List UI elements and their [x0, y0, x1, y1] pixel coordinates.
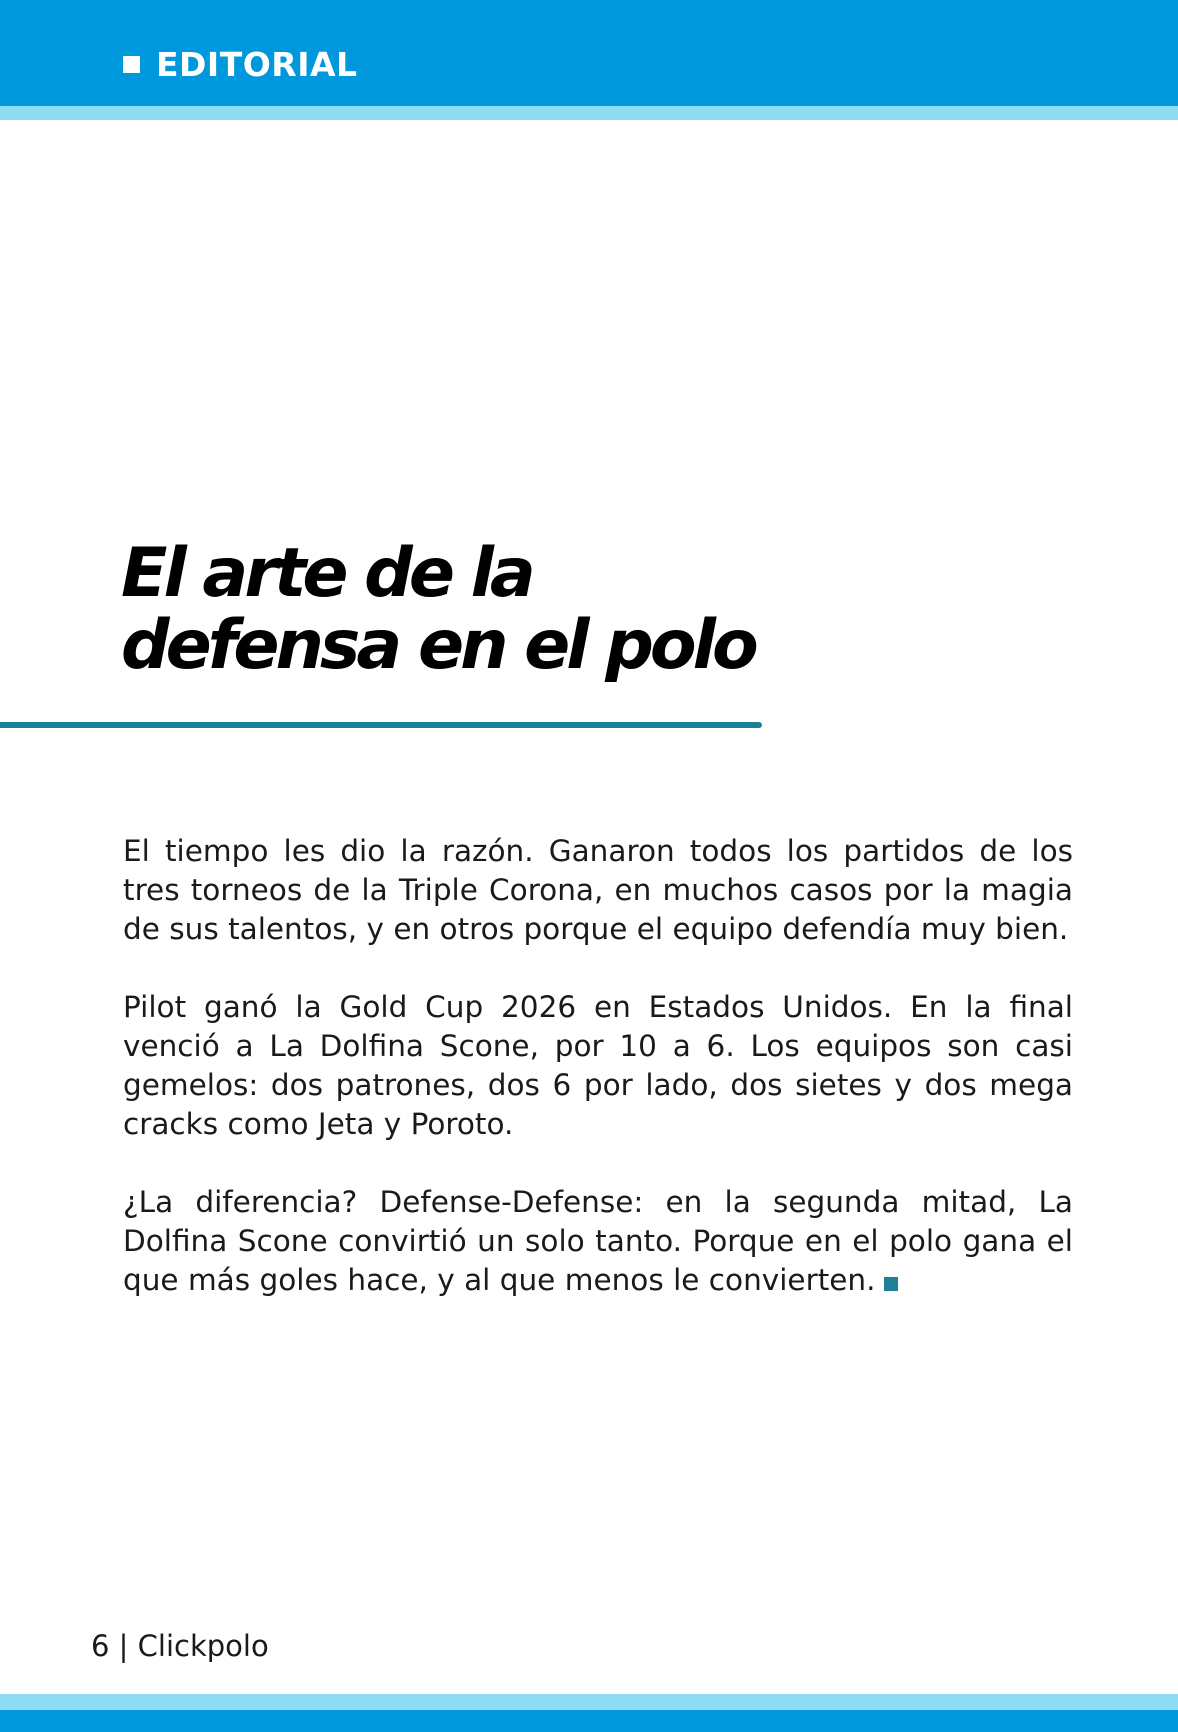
section-square-icon [123, 56, 140, 73]
footer-stripe [0, 1694, 1178, 1710]
section-name: EDITORIAL [156, 44, 358, 84]
paragraph-2: Pilot ganó la Gold Cup 2026 en Estados Unidos. En la final venció a La Dolfina Scone, por 10 a 6. Los equipos son casi gemelos: dos patrones, dos 6 por lado, dos sietes y dos mega cracks como Jeta y Poroto. [123, 990, 1073, 1141]
section-label [123, 44, 358, 84]
end-of-article-square-icon [884, 1277, 898, 1291]
article-body [123, 832, 1073, 1339]
paragraph-1: El tiempo les dio la razón. Ganaron todos los partidos de los tres torneos de la Triple Corona, en muchos casos por la magia de sus talentos, y en otros porque el equipo defendía muy bien. [123, 834, 1073, 946]
title-divider [0, 722, 762, 728]
article-title-line-2: defensa en el polo [121, 606, 755, 685]
article-title-line-1: El arte de la [121, 534, 532, 613]
header-stripe [0, 106, 1178, 120]
publication-name: Clickpolo [137, 1629, 269, 1663]
article-title [121, 534, 921, 685]
paragraph-3-text: ¿La diferencia? Defense-Defense: en la segunda mitad, La Dolfina Scone convirtió un solo tanto. Porque en el polo gana el que más goles hace, y al que menos le convierten. [123, 1185, 1073, 1297]
footer-separator: | [118, 1629, 129, 1663]
page-footer [91, 1629, 269, 1663]
page-number: 6 [91, 1629, 110, 1663]
footer-bar [0, 1710, 1178, 1732]
paragraph-3 [123, 1183, 1073, 1300]
